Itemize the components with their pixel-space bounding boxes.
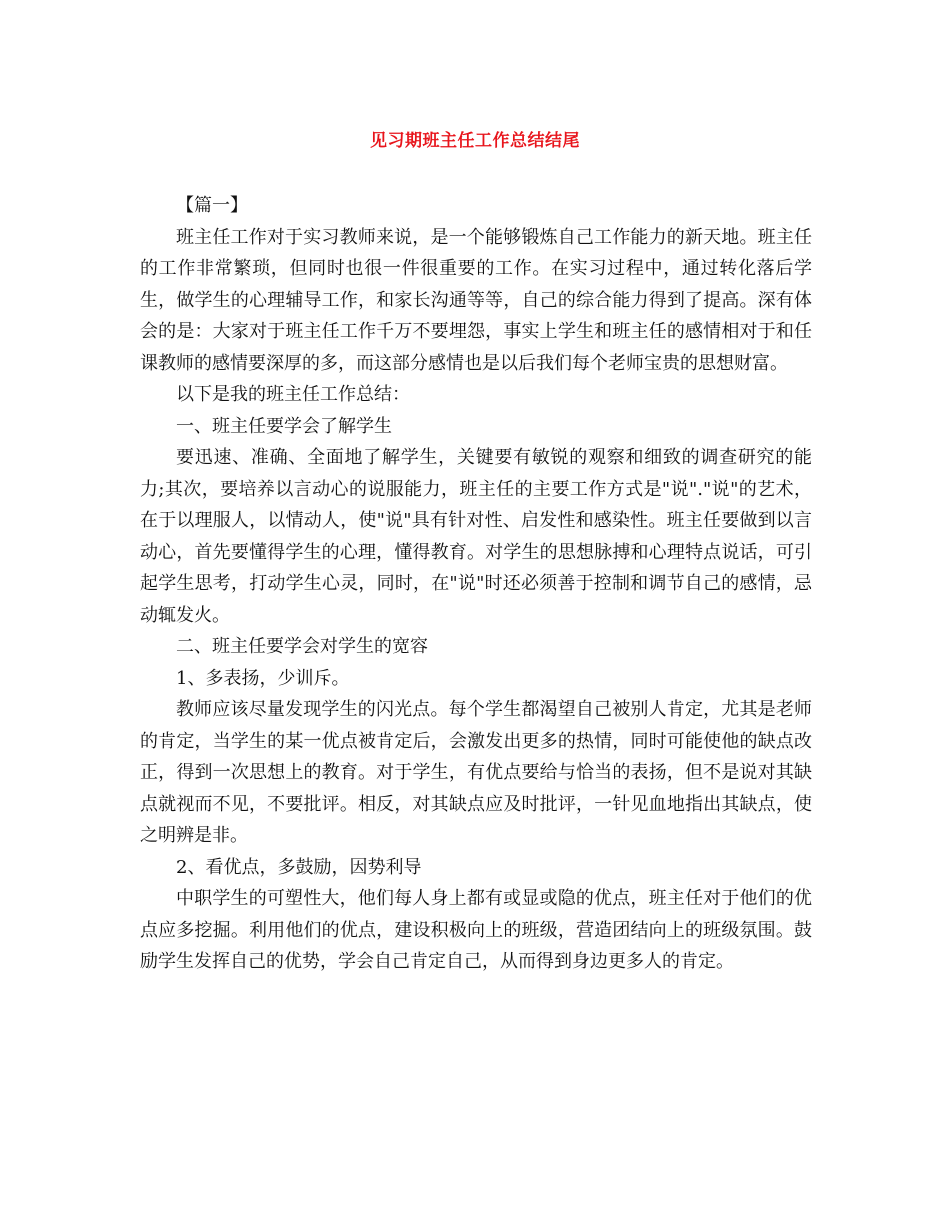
subheading-praise: 1、多表扬，少训斥。 [176,667,350,689]
paragraph-understand-students: 要迅速、准确、全面地了解学生，关键要有敏锐的观察和细致的调查研究的能力;其次，要培养以言动心的说服能力，班主任的主要工作方式是"说"."说"的艺术，在于以理服人，以情动人，使"说"具有针对性、启发性和感染性。班主任要做到以言动心，首先要懂得学生的心理，懂得教育。对学生的思想脉搏和心理特点说话，可引起学生思考，打动学生心灵，同时，在"说"时还必须善于控制和调节自己的感情，忌动辄发火。 [140,447,812,626]
paragraph-summary-lead: 以下是我的班主任工作总结： [176,384,410,405]
paragraph-encourage: 中职学生的可塑性大，他们每人身上都有或显或隐的优点，班主任对于他们的优点应多挖掘。利用他们的优点，建设积极向上的班级，营造团结向上的班级氛围。鼓励学生发挥自己的优势，学会自己肯定自己，从而得到身边更多人的肯定。 [140,888,812,972]
paragraph-praise: 教师应该尽量发现学生的闪光点。每个学生都渴望自己被别人肯定，尤其是老师的肯定，当学生的某一优点被肯定后，会激发出更多的热情，同时可能使他的缺点改正，得到一次思想上的教育。对于学生，有优点要给与恰当的表扬，但不是说对其缺点就视而不见，不要批评。相反，对其缺点应及时批评，一针见血地指出其缺点，使之明辨是非。 [140,699,812,846]
section-heading-1: 一、班主任要学会了解学生 [176,415,392,437]
section-heading-2: 二、班主任要学会对学生的宽容 [176,636,428,657]
document-body [140,190,812,978]
document-title: 见习期班主任工作总结结尾 [370,131,580,151]
subheading-encourage: 2、看优点，多鼓励，因势利导 [176,856,422,878]
section-tag: 【篇一】 [176,195,248,216]
paragraph-intro: 班主任工作对于实习教师来说，是一个能够锻炼自己工作能力的新天地。班主任的工作非常繁琐，但同时也很一件很重要的工作。在实习过程中，通过转化落后学生，做学生的心理辅导工作，和家长沟通等等，自己的综合能力得到了提高。深有体会的是：大家对于班主任工作千万不要埋怨，事实上学生和班主任的感情相对于和任课教师的感情要深厚的多，而这部分感情也是以后我们每个老师宝贵的思想财富。 [140,226,812,374]
